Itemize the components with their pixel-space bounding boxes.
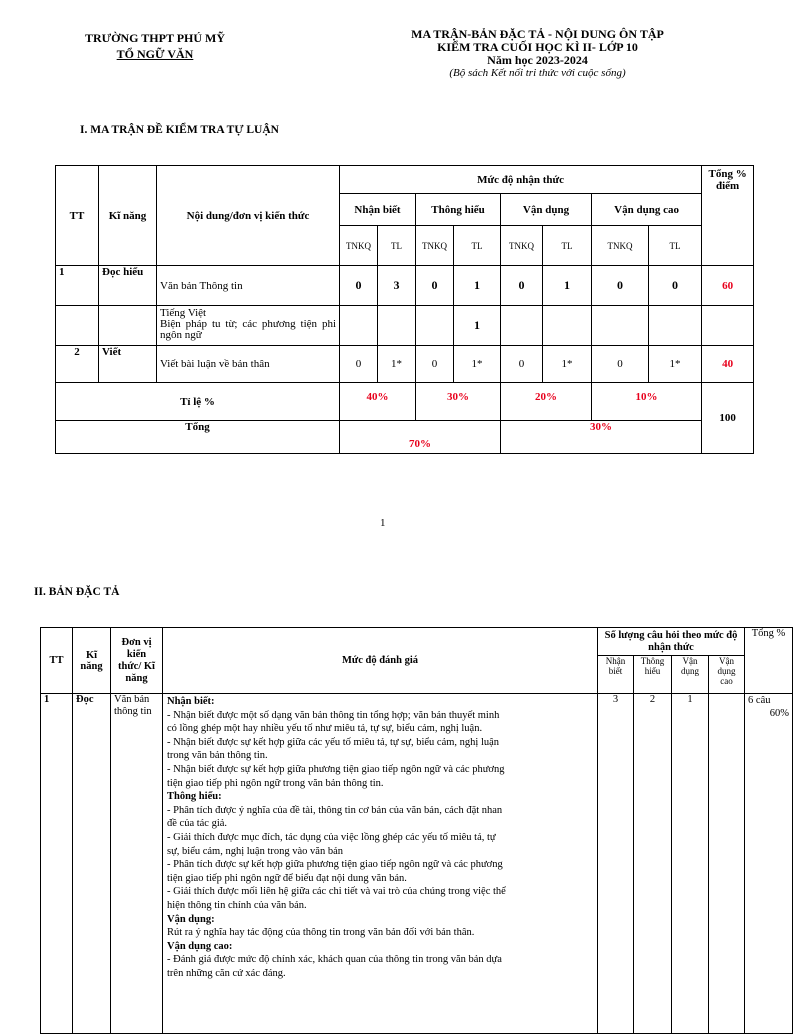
count-4 [709,694,745,1034]
head-content: Nội dung/đơn vị kiến thức [157,166,340,266]
criteria-line: đề của tác giả. [167,818,228,830]
head-tnkq: TNKQ [501,226,543,266]
head-tnkq: TNKQ [592,226,649,266]
head-tt: TT [56,166,99,266]
head-level-4: Vận dụng cao [709,656,745,694]
row-skill: Viết [99,346,157,383]
head-total: Tổng % [745,628,793,694]
ratio-4: 10% [592,383,702,421]
row-skill: Đọc [73,694,111,1034]
school-header [60,30,250,62]
head-level-2: Thông hiểu [416,194,501,226]
criteria-line: - Đánh giá được mức độ chính xác, khách quan của thông tin trong văn bản dựa [167,954,502,966]
criteria-line: Rút ra ý nghĩa hay tác động của thông tin trong văn bản đối với bản thân. [167,927,475,939]
criteria-line: sự, biểu cảm, nghị luận trong vào văn bản [167,845,343,857]
criteria-line: hiện thông tin chính của văn bản. [167,899,307,911]
criteria-heading: Vận dụng cao: [167,940,233,952]
criteria-line: trong văn bản thông tin. [167,750,268,762]
page-number: 1 [380,517,386,529]
head-skill: Kĩ năng [73,628,111,694]
criteria-line: trên những căn cứ xác đáng. [167,967,286,979]
cell: 0 [501,346,543,383]
school-name: TRƯỜNG THPT PHÚ MỸ [84,31,226,45]
table-row [41,694,793,1034]
ratio-3: 20% [501,383,592,421]
head-level-1: Nhận biết [598,656,634,694]
head-tl: TL [378,226,416,266]
table-row [56,306,754,346]
cell: 1 [454,306,501,346]
cell: 3 [378,266,416,306]
head-tnkq: TNKQ [340,226,378,266]
head-level-1: Nhận biết [340,194,416,226]
criteria-line: - Giải thích được mục đích, tác dụng của việc lồng ghép các yếu tố miêu tả, tự [167,831,496,843]
document-title [395,28,680,80]
title-line-3: Năm học 2023-2024 [487,53,588,67]
matrix-table [55,165,754,454]
row-content: Tiếng Việt Biện pháp tu từ; các phương tiện phi ngôn ngữ [157,306,340,346]
row-total: 60 [702,266,754,306]
criteria-heading: Thông hiểu: [167,791,222,803]
head-tnkq: TNKQ [416,226,454,266]
ratio-row [56,383,754,421]
count-1: 3 [598,694,634,1034]
table-row [56,346,754,383]
criteria-line: - Nhận biết được sự kết hợp giữa các yếu tố miêu tả, tự sự, biểu cảm, nghị luận [167,736,500,748]
row-content: Văn bản Thông tin [157,266,340,306]
head-unit: Đơn vị kiến thức/ Kĩ năng [111,628,163,694]
cell: 0 [340,346,378,383]
head-level-2: Thông hiểu [634,656,672,694]
specification-table [40,627,793,1034]
ratio-2: 30% [416,383,501,421]
title-line-4: (Bộ sách Kết nối tri thức với cuộc sống) [449,67,626,79]
cell: 1* [454,346,501,383]
count-3: 1 [672,694,709,1034]
head-level-4: Vận dụng cao [592,194,702,226]
table-row [56,266,754,306]
criteria-heading: Vận dụng: [167,913,215,925]
head-level-3: Vận dụng [672,656,709,694]
cell: 1* [649,346,702,383]
row-content: Viết bài luận về bản thân [157,346,340,383]
criteria-line: có lồng ghép một hay nhiều yếu tố như miêu tả, tự sự, biểu cảm, nghị luận. [167,723,483,735]
row-tt: 1 [56,266,99,306]
sum-2: 30% [501,421,702,454]
title-line-1: MA TRẬN-BẢN ĐẶC TẢ - NỘI DUNG ÔN TẬP [411,27,664,41]
criteria-line: - Phân tích được sự kết hợp giữa phương tiện giao tiếp ngôn ngữ và các phương [167,859,503,871]
head-skill: Kĩ năng [99,166,157,266]
head-tl: TL [649,226,702,266]
cell: 0 [340,266,378,306]
cell: 0 [592,266,649,306]
criteria-text [163,694,598,1034]
cell: 0 [592,346,649,383]
section-1-heading: I. MA TRẬN ĐỀ KIỂM TRA TỰ LUẬN [80,124,279,136]
row-skill: Đọc hiểu [99,266,157,306]
ratio-1: 40% [340,383,416,421]
cell: 0 [501,266,543,306]
sum-1: 70% [340,421,501,454]
title-line-2: KIỂM TRA CUỐI HỌC KÌ II- LỚP 10 [437,40,638,54]
department-name: TỔ NGỮ VĂN [116,47,194,61]
criteria-line: - Phân tích được ý nghĩa của đề tài, thông tin cơ bản của văn bản, cách đặt nhan [167,804,503,816]
head-tt: TT [41,628,73,694]
head-criteria: Mức độ đánh giá [163,628,598,694]
cell: 1 [454,266,501,306]
cell: 1* [378,346,416,383]
row-total: 40 [702,346,754,383]
criteria-line: - Nhận biết được một số dạng văn bản thông tin tổng hợp; văn bản thuyết minh [167,709,500,721]
ratio-label: Tỉ lệ % [56,383,340,421]
criteria-heading: Nhận biết: [167,696,215,707]
criteria-line: - Giải thích được mối liên hệ giữa các chi tiết và vai trò của chúng trong việc thể [167,886,506,898]
criteria-line: - Nhận biết được sự kết hợp giữa phương tiện giao tiếp ngôn ngữ và các phương [167,763,505,775]
sum-row [56,421,754,454]
row-total: 6 câu 60% [745,694,793,1034]
row-tt: 2 [56,346,99,383]
criteria-line: tiện giao tiếp phi ngôn ngữ trong văn bản thông tin. [167,777,384,789]
cell: 0 [416,266,454,306]
head-tl: TL [454,226,501,266]
head-tl: TL [543,226,592,266]
criteria-line: tiện giao tiếp phi ngôn ngữ để biểu đạt nội dung văn bản. [167,872,407,884]
cell: 0 [649,266,702,306]
head-level: Mức độ nhận thức [340,166,702,194]
head-level-3: Vận dụng [501,194,592,226]
head-count: Số lượng câu hỏi theo mức độ nhận thức [598,628,745,656]
count-2: 2 [634,694,672,1034]
cell: 1 [543,266,592,306]
sum-label: Tổng [56,421,340,454]
grand-total: 100 [702,383,754,454]
cell: 1* [543,346,592,383]
section-2-heading: II. BẢN ĐẶC TẢ [34,586,120,598]
head-total: Tổng % điểm [702,166,754,266]
cell: 0 [416,346,454,383]
row-unit: Văn bản thông tin [111,694,163,1034]
row-tt: 1 [41,694,73,1034]
